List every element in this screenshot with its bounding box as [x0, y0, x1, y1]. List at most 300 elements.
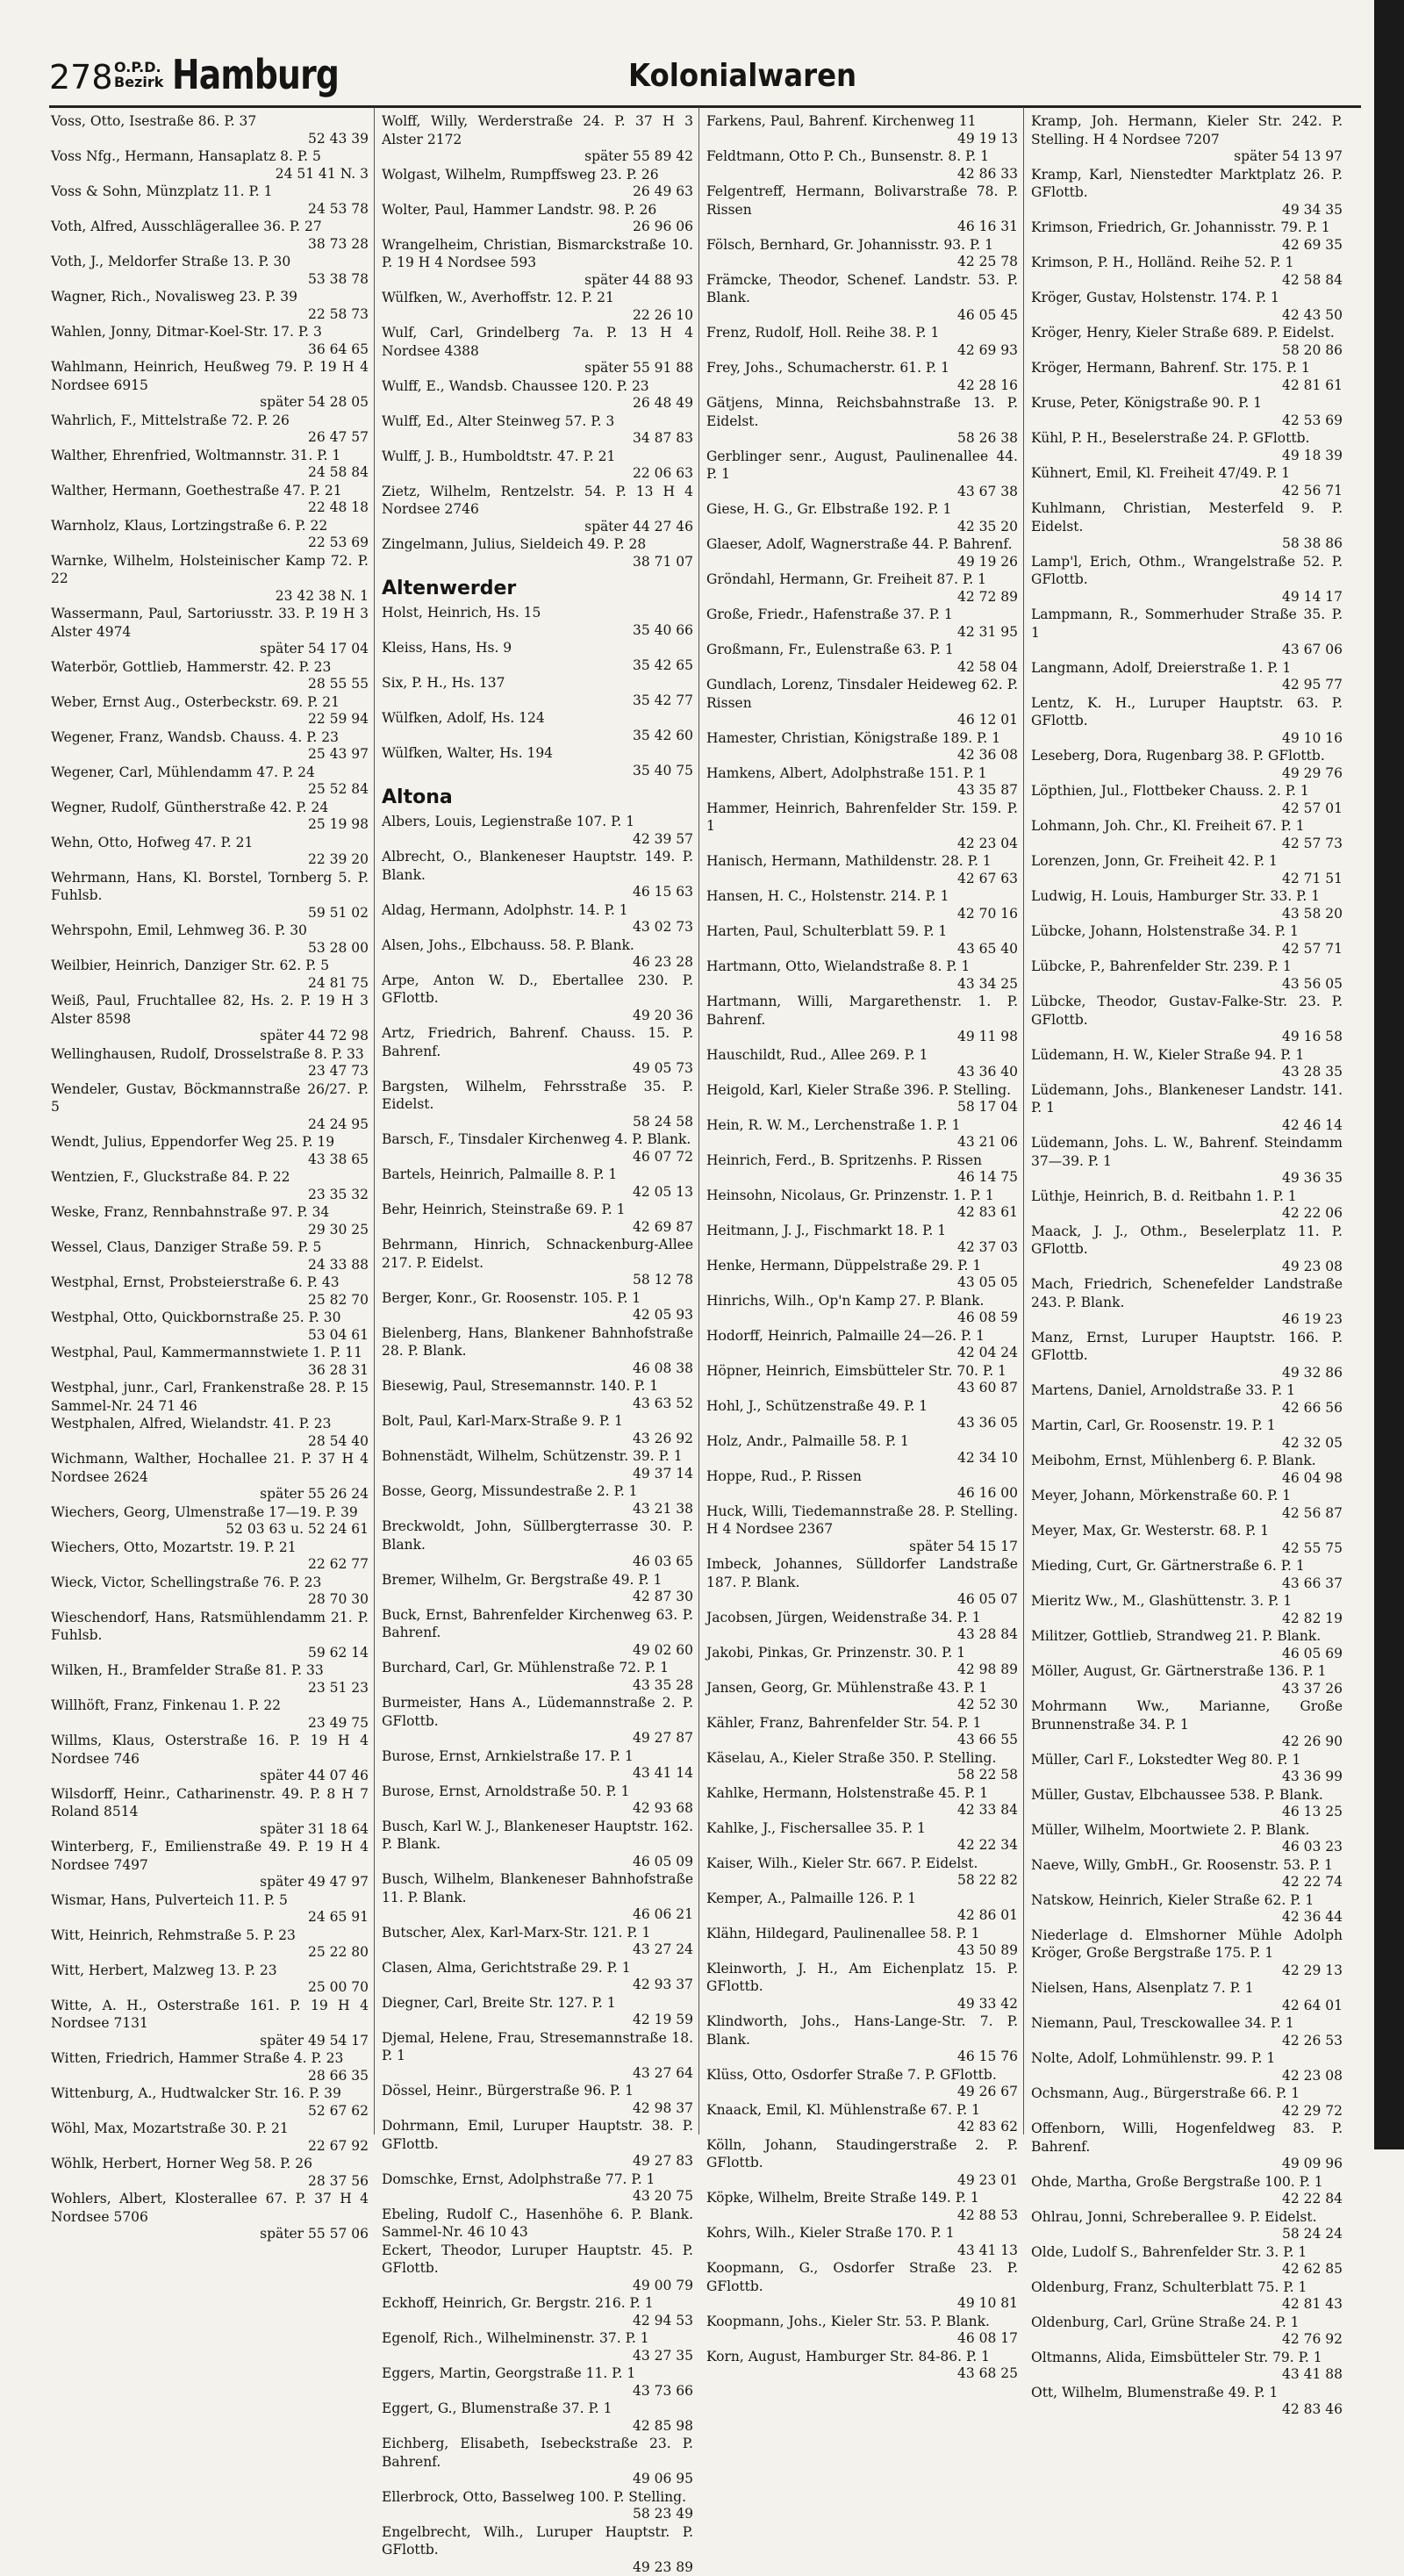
directory-entry — [382, 813, 693, 848]
entry-text: Kramp, Karl, Nienstedter Marktplatz 26. P. GFlottb. — [1031, 166, 1343, 202]
phone-number: 42 69 93 — [706, 341, 1018, 360]
directory-entry — [382, 2082, 693, 2117]
phone-number: 58 12 78 — [382, 1271, 693, 1289]
directory-entry — [706, 764, 1018, 800]
phone-number: später 55 89 42 — [382, 147, 693, 166]
entry-text: Offenborn, Willi, Hogenfeldweg 83. P. Bahrenf. — [1031, 2120, 1343, 2156]
directory-entry — [706, 147, 1018, 183]
phone-number: später 54 28 05 — [51, 393, 369, 412]
entry-text: Nolte, Adolf, Lohmühlenstr. 99. P. 1 — [1031, 2049, 1343, 2068]
directory-entry — [382, 1694, 693, 1747]
phone-number: 46 15 76 — [706, 2048, 1018, 2066]
entry-text: Främcke, Theodor, Schenef. Landstr. 53. P. Blank. — [706, 271, 1018, 307]
page-number: 278 — [49, 58, 113, 97]
entry-text: Lübcke, Johann, Holstenstraße 34. P. 1 — [1031, 922, 1343, 941]
phone-number: 43 41 88 — [1031, 2365, 1343, 2384]
phone-number: 42 94 53 — [382, 2312, 693, 2330]
phone-number: 49 02 60 — [382, 1641, 693, 1660]
entry-text: Voth, J., Meldorfer Straße 13. P. 30 — [51, 253, 369, 271]
phone-number: 43 65 40 — [706, 940, 1018, 958]
entry-text: Diegner, Carl, Breite Str. 127. P. 1 — [382, 1994, 693, 2013]
directory-entry — [706, 394, 1018, 448]
entry-text: Westphal, Otto, Quickbornstraße 25. P. 30 — [51, 1309, 369, 1327]
directory-entry — [51, 658, 369, 693]
directory-entry — [51, 253, 369, 288]
entry-text: Klindworth, Johs., Hans-Lange-Str. 7. P. Blank. — [706, 2013, 1018, 2049]
directory-entry — [706, 1116, 1018, 1152]
directory-entry — [382, 674, 693, 709]
entry-text: Gundlach, Lorenz, Tinsdaler Heideweg 62. P. Rissen — [706, 676, 1018, 712]
phone-number: 22 39 20 — [51, 850, 369, 869]
directory-entry — [382, 972, 693, 1025]
directory-entry — [1031, 1452, 1343, 1487]
entry-text: Hamkens, Albert, Adolphstraße 151. P. 1 — [706, 764, 1018, 783]
directory-entry — [51, 992, 369, 1045]
phone-number: 22 62 77 — [51, 1555, 369, 1574]
directory-column — [698, 107, 1023, 2135]
directory-entry — [51, 2084, 369, 2120]
directory-entry — [51, 323, 369, 358]
phone-number: später 55 91 88 — [382, 359, 693, 377]
entry-text: Großmann, Fr., Eulenstraße 63. P. 1 — [706, 641, 1018, 659]
directory-entry — [51, 482, 369, 517]
entry-text: Kohrs, Wilh., Kieler Straße 170. P. 1 — [706, 2224, 1018, 2242]
phone-number: 42 62 85 — [1031, 2260, 1343, 2278]
directory-entry — [382, 2029, 693, 2083]
directory-entry — [706, 183, 1018, 236]
phone-number: 42 22 74 — [1031, 1873, 1343, 1891]
entry-text: Wolff, Willy, Werderstraße 24. P. 37 H 3 Alster 2172 — [382, 112, 693, 148]
entry-text: Klüss, Otto, Osdorfer Straße 7. P. GFlottb. — [706, 2066, 1018, 2084]
entry-text: Bremer, Wilhelm, Gr. Bergstraße 49. P. 1 — [382, 1571, 693, 1589]
phone-number: 42 43 50 — [1031, 306, 1343, 325]
entry-text: Frey, Johs., Schumacherstr. 61. P. 1 — [706, 359, 1018, 377]
directory-entry — [1031, 1381, 1343, 1417]
entry-text: Arpe, Anton W. D., Ebertallee 230. P. GFlottb. — [382, 972, 693, 1008]
phone-number: 46 03 65 — [382, 1553, 693, 1571]
entry-text: Jacobsen, Jürgen, Weidenstraße 34. P. 1 — [706, 1609, 1018, 1627]
directory-entry — [51, 1203, 369, 1238]
directory-entry — [1031, 2349, 1343, 2384]
phone-number: 36 28 31 — [51, 1361, 369, 1380]
entry-text: Wülfken, W., Averhoffstr. 12. P. 21 — [382, 289, 693, 307]
directory-entry — [1031, 359, 1343, 394]
directory-entry — [51, 1997, 369, 2050]
entry-text: Kaiser, Wilh., Kieler Str. 667. P. Eidelst. — [706, 1855, 1018, 1873]
directory-entry — [706, 1784, 1018, 1819]
phone-number: 43 28 35 — [1031, 1063, 1343, 1081]
directory-entry — [1031, 553, 1343, 606]
phone-number: 42 66 56 — [1031, 1399, 1343, 1417]
entry-text: Wrangelheim, Christian, Bismarckstraße 10. P. 19 H 4 Nordsee 593 — [382, 236, 693, 272]
directory-entry — [706, 448, 1018, 501]
directory-entry — [382, 2523, 693, 2576]
directory-entry — [1031, 1081, 1343, 1135]
directory-entry — [706, 729, 1018, 764]
entry-text: Lüdemann, Johs., Blankeneser Landstr. 141. P. 1 — [1031, 1081, 1343, 1117]
phone-number: 46 05 45 — [706, 306, 1018, 325]
entry-text: Lampmann, R., Sommerhuder Straße 35. P. 1 — [1031, 606, 1343, 642]
entry-text: Westphal, Paul, Kammermannstwiete 1. P. 11 — [51, 1344, 369, 1362]
directory-entry — [1031, 1223, 1343, 1276]
phone-number: später 54 13 97 — [1031, 147, 1343, 166]
entry-text: Lübcke, P., Bahrenfelder Str. 239. P. 1 — [1031, 958, 1343, 976]
entry-text: Willms, Klaus, Osterstraße 16. P. 19 H 4 Nordsee 746 — [51, 1732, 369, 1768]
district-label — [114, 60, 163, 90]
entry-text: Oldenburg, Franz, Schulterblatt 75. P. 1 — [1031, 2278, 1343, 2297]
phone-number: 49 27 83 — [382, 2152, 693, 2171]
directory-entry — [382, 2488, 693, 2523]
directory-entry — [706, 1555, 1018, 1609]
directory-entry — [51, 1697, 369, 1732]
entry-text: Eckert, Theodor, Luruper Hauptstr. 45. P. GFlottb. — [382, 2242, 693, 2278]
directory-entry — [706, 1960, 1018, 2013]
phone-number: 49 34 35 — [1031, 201, 1343, 219]
phone-number: 42 58 84 — [1031, 271, 1343, 290]
entry-text: Heinrich, Ferd., B. Spritzenhs. P. Rissen — [706, 1152, 1018, 1170]
directory-entry — [51, 1168, 369, 1203]
entry-text: Burose, Ernst, Arnoldstraße 50. P. 1 — [382, 1783, 693, 1801]
entry-text: Wendt, Julius, Eppendorfer Weg 25. P. 19 — [51, 1133, 369, 1152]
directory-entry — [1031, 922, 1343, 958]
entry-text: Klähn, Hildegard, Paulinenallee 58. P. 1 — [706, 1925, 1018, 1943]
directory-entry — [382, 709, 693, 744]
directory-entry — [382, 2435, 693, 2488]
directory-entry — [1031, 2384, 1343, 2419]
phone-number: 58 22 82 — [706, 1871, 1018, 1890]
directory-entry — [51, 183, 369, 218]
phone-number: 24 51 41 N. 3 — [51, 165, 369, 183]
directory-entry — [1031, 1275, 1343, 1329]
directory-entry — [51, 447, 369, 482]
phone-number: 49 23 08 — [1031, 1258, 1343, 1276]
directory-entry — [382, 289, 693, 324]
phone-number: 43 38 65 — [51, 1151, 369, 1169]
phone-number: 46 05 69 — [1031, 1645, 1343, 1663]
entry-text: Niederlage d. Elmshorner Mühle Adolph Kröger, Große Bergstraße 175. P. 1 — [1031, 1927, 1343, 1962]
phone-number: 28 70 30 — [51, 1590, 369, 1609]
directory-entry — [382, 483, 693, 536]
directory-entry — [382, 2329, 693, 2364]
phone-number: 49 20 36 — [382, 1007, 693, 1025]
directory-entry — [706, 1081, 1018, 1116]
directory-entry — [382, 377, 693, 413]
directory-entry — [382, 1130, 693, 1166]
phone-number: 49 06 95 — [382, 2470, 693, 2488]
directory-entry — [706, 2136, 1018, 2190]
phone-number: 42 72 89 — [706, 588, 1018, 606]
entry-text: Kühl, P. H., Beselerstraße 24. P. GFlottb. — [1031, 429, 1343, 448]
phone-number: 28 37 56 — [51, 2172, 369, 2191]
entry-text: Müller, Gustav, Elbchaussee 538. P. Blank. — [1031, 1786, 1343, 1805]
phone-number: 58 26 38 — [706, 429, 1018, 448]
directory-entry — [1031, 694, 1343, 748]
phone-number: 43 67 06 — [1031, 641, 1343, 659]
entry-text: Wegner, Rudolf, Güntherstraße 42. P. 24 — [51, 799, 369, 817]
phone-number: 49 11 98 — [706, 1028, 1018, 1046]
entry-text: Meyer, Johann, Mörkenstraße 60. P. 1 — [1031, 1487, 1343, 1505]
phone-number: 25 43 97 — [51, 745, 369, 764]
entry-text: Wegener, Carl, Mühlendamm 47. P. 24 — [51, 764, 369, 782]
entry-text: Wieck, Victor, Schellingstraße 76. P. 23 — [51, 1574, 369, 1592]
directory-entry — [1031, 1979, 1343, 2014]
directory-entry — [51, 288, 369, 323]
entry-text: Hauschildt, Rud., Allee 269. P. 1 — [706, 1046, 1018, 1065]
phone-number: 43 66 37 — [1031, 1575, 1343, 1593]
entry-text: Voth, Alfred, Ausschlägerallee 36. P. 27 — [51, 218, 369, 236]
directory-entry — [51, 147, 369, 183]
phone-number: später 44 72 98 — [51, 1027, 369, 1045]
phone-number: 42 26 53 — [1031, 2032, 1343, 2050]
phone-number: 23 49 75 — [51, 1714, 369, 1733]
entry-text: Wohlers, Albert, Klosterallee 67. P. 37 H 4 Nordsee 5706 — [51, 2190, 369, 2226]
phone-number: 29 30 25 — [51, 1221, 369, 1239]
directory-entry — [382, 2242, 693, 2295]
phone-number: 43 35 87 — [706, 781, 1018, 800]
phone-number: 49 16 58 — [1031, 1028, 1343, 1046]
directory-entry — [1031, 219, 1343, 254]
entry-text: Weske, Franz, Rennbahnstraße 97. P. 34 — [51, 1203, 369, 1222]
phone-number: 35 42 65 — [382, 657, 693, 675]
directory-entry — [706, 641, 1018, 676]
phone-number: 46 16 31 — [706, 218, 1018, 236]
entry-text: Gröndahl, Hermann, Gr. Freiheit 87. P. 1 — [706, 570, 1018, 589]
phone-number: 49 19 13 — [706, 130, 1018, 148]
phone-number: 43 27 64 — [382, 2064, 693, 2083]
phone-number: 28 54 40 — [51, 1432, 369, 1451]
entry-text: Wöhl, Max, Mozartstraße 30. P. 21 — [51, 2120, 369, 2138]
entry-text: Meyer, Max, Gr. Westerstr. 68. P. 1 — [1031, 1522, 1343, 1540]
directory-entry — [1031, 2243, 1343, 2278]
directory-entry — [51, 1661, 369, 1697]
entry-text: Burose, Ernst, Arnkielstraße 17. P. 1 — [382, 1747, 693, 1766]
phone-number: 42 81 43 — [1031, 2295, 1343, 2314]
directory-entry — [51, 1080, 369, 1134]
directory-entry — [706, 2013, 1018, 2066]
entry-text: Natskow, Heinrich, Kieler Straße 62. P. 1 — [1031, 1891, 1343, 1910]
phone-number: später 49 47 97 — [51, 1873, 369, 1891]
directory-entry — [1031, 1592, 1343, 1627]
directory-entry — [382, 744, 693, 779]
phone-number: 49 26 67 — [706, 2083, 1018, 2101]
phone-number: 43 26 92 — [382, 1430, 693, 1448]
entry-text: Harten, Paul, Schulterblatt 59. P. 1 — [706, 922, 1018, 941]
district-line-1: O.P.D. — [114, 59, 161, 75]
directory-entry — [51, 1927, 369, 1962]
phone-number: 26 48 49 — [382, 394, 693, 413]
entry-text: Lentz, K. H., Luruper Hauptstr. 63. P. GFlottb. — [1031, 694, 1343, 730]
directory-entry — [51, 1838, 369, 1891]
directory-entry — [706, 1890, 1018, 1925]
phone-number: 42 58 04 — [706, 658, 1018, 677]
phone-number: 22 58 73 — [51, 305, 369, 324]
entry-text: Lorenzen, Jonn, Gr. Freiheit 42. P. 1 — [1031, 852, 1343, 871]
directory-entry — [706, 359, 1018, 394]
directory-entry — [51, 1344, 369, 1379]
entry-text: Krimson, P. H., Holländ. Reihe 52. P. 1 — [1031, 254, 1343, 272]
phone-number: 25 00 70 — [51, 1978, 369, 1997]
phone-number: 42 83 46 — [1031, 2400, 1343, 2419]
entry-text: Lüdemann, Johs. L. W., Bahrenf. Steindamm 37—39. P. 1 — [1031, 1134, 1343, 1170]
phone-number: 24 53 78 — [51, 200, 369, 219]
entry-text: Wismar, Hans, Pulverteich 11. P. 5 — [51, 1891, 369, 1910]
entry-text: Hodorff, Heinrich, Palmaille 24—26. P. 1 — [706, 1327, 1018, 1345]
phone-number: 46 08 17 — [706, 2329, 1018, 2348]
phone-number: 22 59 94 — [51, 710, 369, 728]
phone-number: 49 33 42 — [706, 1995, 1018, 2013]
directory-entry — [1031, 2278, 1343, 2314]
phone-number: 43 63 52 — [382, 1395, 693, 1413]
entry-text: Wilken, H., Bramfelder Straße 81. P. 33 — [51, 1661, 369, 1680]
directory-entry — [1031, 324, 1343, 359]
directory-entry — [382, 535, 693, 570]
entry-text: Kröger, Gustav, Holstenstr. 174. P. 1 — [1031, 289, 1343, 307]
entry-text: Heinsohn, Nicolaus, Gr. Prinzenstr. 1. P. 1 — [706, 1187, 1018, 1205]
phone-number: 58 23 49 — [382, 2505, 693, 2523]
entry-text: Koopmann, G., Osdorfer Straße 23. P. GFlottb. — [706, 2259, 1018, 2295]
phone-number: 42 76 92 — [1031, 2330, 1343, 2349]
entry-text: Lüdemann, H. W., Kieler Straße 94. P. 1 — [1031, 1046, 1343, 1065]
phone-number: 58 22 58 — [706, 1766, 1018, 1784]
phone-number: 43 35 28 — [382, 1676, 693, 1695]
directory-entry — [382, 413, 693, 448]
phone-number: 43 27 24 — [382, 1941, 693, 1959]
phone-number: 42 85 98 — [382, 2417, 693, 2436]
entry-text: Bielenberg, Hans, Blankener Bahnhofstraße 28. P. Blank. — [382, 1324, 693, 1360]
directory-entry — [706, 1362, 1018, 1397]
phone-number: 43 37 26 — [1031, 1680, 1343, 1698]
entry-text: Hartmann, Willi, Margarethenstr. 1. P. Bahrenf. — [706, 993, 1018, 1029]
directory-entry — [706, 2066, 1018, 2101]
entry-text: Mach, Friedrich, Schenefelder Landstraße 243. P. Blank. — [1031, 1275, 1343, 1311]
phone-number: 42 46 14 — [1031, 1116, 1343, 1135]
phone-number: 49 23 01 — [706, 2171, 1018, 2190]
phone-number: 59 51 02 — [51, 904, 369, 922]
directory-entry — [51, 1574, 369, 1609]
phone-number: 42 39 57 — [382, 830, 693, 849]
phone-number: 28 55 55 — [51, 675, 369, 693]
directory-entry — [706, 1257, 1018, 1292]
directory-entry — [51, 1045, 369, 1080]
phone-number: 42 33 84 — [706, 1801, 1018, 1819]
entry-text: Meibohm, Ernst, Mühlenberg 6. P. Blank. — [1031, 1452, 1343, 1470]
phone-number: 42 34 10 — [706, 1449, 1018, 1467]
entry-text: Walther, Hermann, Goethestraße 47. P. 21 — [51, 482, 369, 500]
entry-text: Krimson, Friedrich, Gr. Johannisstr. 79. P. 1 — [1031, 219, 1343, 237]
entry-text: Hamester, Christian, Königstraße 189. P. 1 — [706, 729, 1018, 748]
entry-text: Wulff, Ed., Alter Steinweg 57. P. 3 — [382, 413, 693, 431]
directory-entry — [706, 500, 1018, 535]
directory-entry — [382, 1518, 693, 1571]
directory-entry — [1031, 1329, 1343, 1382]
entry-text: Bolt, Paul, Karl-Marx-Straße 9. P. 1 — [382, 1412, 693, 1431]
directory-entry — [706, 1855, 1018, 1890]
directory-column — [49, 107, 374, 2135]
phone-number: später 55 57 06 — [51, 2225, 369, 2243]
phone-number: 42 57 73 — [1031, 835, 1343, 853]
district-heading: Altona — [382, 785, 693, 811]
entry-text: Maack, J. J., Othm., Beselerplatz 11. P. GFlottb. — [1031, 1223, 1343, 1259]
entry-text: Wülfken, Walter, Hs. 194 — [382, 744, 693, 763]
phone-number: 35 42 77 — [382, 692, 693, 710]
phone-number: 52 03 63 u. 52 24 61 — [51, 1520, 369, 1539]
directory-entry — [1031, 958, 1343, 993]
phone-number: 42 22 06 — [1031, 1204, 1343, 1223]
entry-text: Zingelmann, Julius, Sieldeich 49. P. 28 — [382, 535, 693, 554]
entry-text: Müller, Carl F., Lokstedter Weg 80. P. 1 — [1031, 1751, 1343, 1769]
directory-entry — [1031, 1046, 1343, 1081]
entry-text: Wagner, Rich., Novalisweg 23. P. 39 — [51, 288, 369, 306]
entry-text: Eichberg, Elisabeth, Isebeckstraße 23. P. Bahrenf. — [382, 2435, 693, 2471]
phone-number: 42 52 30 — [706, 1696, 1018, 1714]
phone-number: später 55 26 24 — [51, 1485, 369, 1503]
directory-entry — [706, 887, 1018, 922]
entry-text: Wehn, Otto, Hofweg 47. P. 21 — [51, 834, 369, 852]
phone-number: 43 67 38 — [706, 483, 1018, 501]
phone-number: 59 62 14 — [51, 1644, 369, 1662]
phone-number: später 44 88 93 — [382, 271, 693, 290]
phone-number: 58 20 86 — [1031, 341, 1343, 360]
directory-entry — [1031, 782, 1343, 817]
directory-entry — [382, 901, 693, 936]
phone-number: 24 65 91 — [51, 1908, 369, 1927]
entry-text: Holz, Andr., Palmaille 58. P. 1 — [706, 1432, 1018, 1451]
directory-entry — [1031, 659, 1343, 694]
phone-number: 46 04 98 — [1031, 1469, 1343, 1488]
phone-number: 43 20 75 — [382, 2187, 693, 2206]
phone-number: später 54 17 04 — [51, 640, 369, 658]
directory-entry — [382, 1870, 693, 1924]
entry-text: Höpner, Heinrich, Eimsbütteler Str. 70. P. 1 — [706, 1362, 1018, 1381]
entry-text: Löpthien, Jul., Flottbeker Chauss. 2. P. 1 — [1031, 782, 1343, 800]
entry-text: Jakobi, Pinkas, Gr. Prinzenstr. 30. P. 1 — [706, 1644, 1018, 1662]
phone-number: 43 34 25 — [706, 975, 1018, 994]
phone-number: 46 06 21 — [382, 1905, 693, 1924]
directory-entry — [51, 834, 369, 869]
directory-entry — [51, 764, 369, 799]
entry-text: Six, P. H., Hs. 137 — [382, 674, 693, 692]
directory-entry — [1031, 606, 1343, 659]
directory-entry — [51, 552, 369, 606]
phone-number: 43 66 55 — [706, 1731, 1018, 1749]
entry-text: Warnke, Wilhelm, Holsteinischer Kamp 72. P. 22 — [51, 552, 369, 588]
entry-text: Busch, Wilhelm, Blankeneser Bahnhofstraße 11. P. Blank. — [382, 1870, 693, 1906]
directory-entry — [51, 1891, 369, 1927]
entry-text: Kemper, A., Palmaille 126. P. 1 — [706, 1890, 1018, 1908]
phone-number: 43 36 40 — [706, 1063, 1018, 1081]
directory-entry — [382, 604, 693, 639]
directory-entry — [1031, 1891, 1343, 1927]
phone-number: 49 23 89 — [382, 2558, 693, 2576]
entry-text: Kleinworth, J. H., Am Eichenplatz 15. P. GFlottb. — [706, 1960, 1018, 1996]
directory-entry — [382, 639, 693, 674]
phone-number: 23 35 32 — [51, 1186, 369, 1204]
phone-number: 49 36 35 — [1031, 1169, 1343, 1188]
directory-entry — [1031, 2049, 1343, 2084]
directory-entry — [382, 2171, 693, 2206]
directory-entry — [51, 1609, 369, 1662]
directory-entry — [382, 112, 693, 166]
phone-number: 43 36 99 — [1031, 1768, 1343, 1786]
directory-entry — [706, 2348, 1018, 2383]
phone-number: 42 98 89 — [706, 1661, 1018, 1679]
entry-text: Djemal, Helene, Frau, Stresemannstraße 18. P. 1 — [382, 2029, 693, 2065]
directory-entry — [1031, 817, 1343, 852]
phone-number: 46 12 01 — [706, 711, 1018, 729]
entry-text: Oltmanns, Alida, Eimsbütteler Str. 79. P. 1 — [1031, 2349, 1343, 2367]
directory-entry — [382, 1412, 693, 1447]
phone-number: 34 87 83 — [382, 429, 693, 448]
